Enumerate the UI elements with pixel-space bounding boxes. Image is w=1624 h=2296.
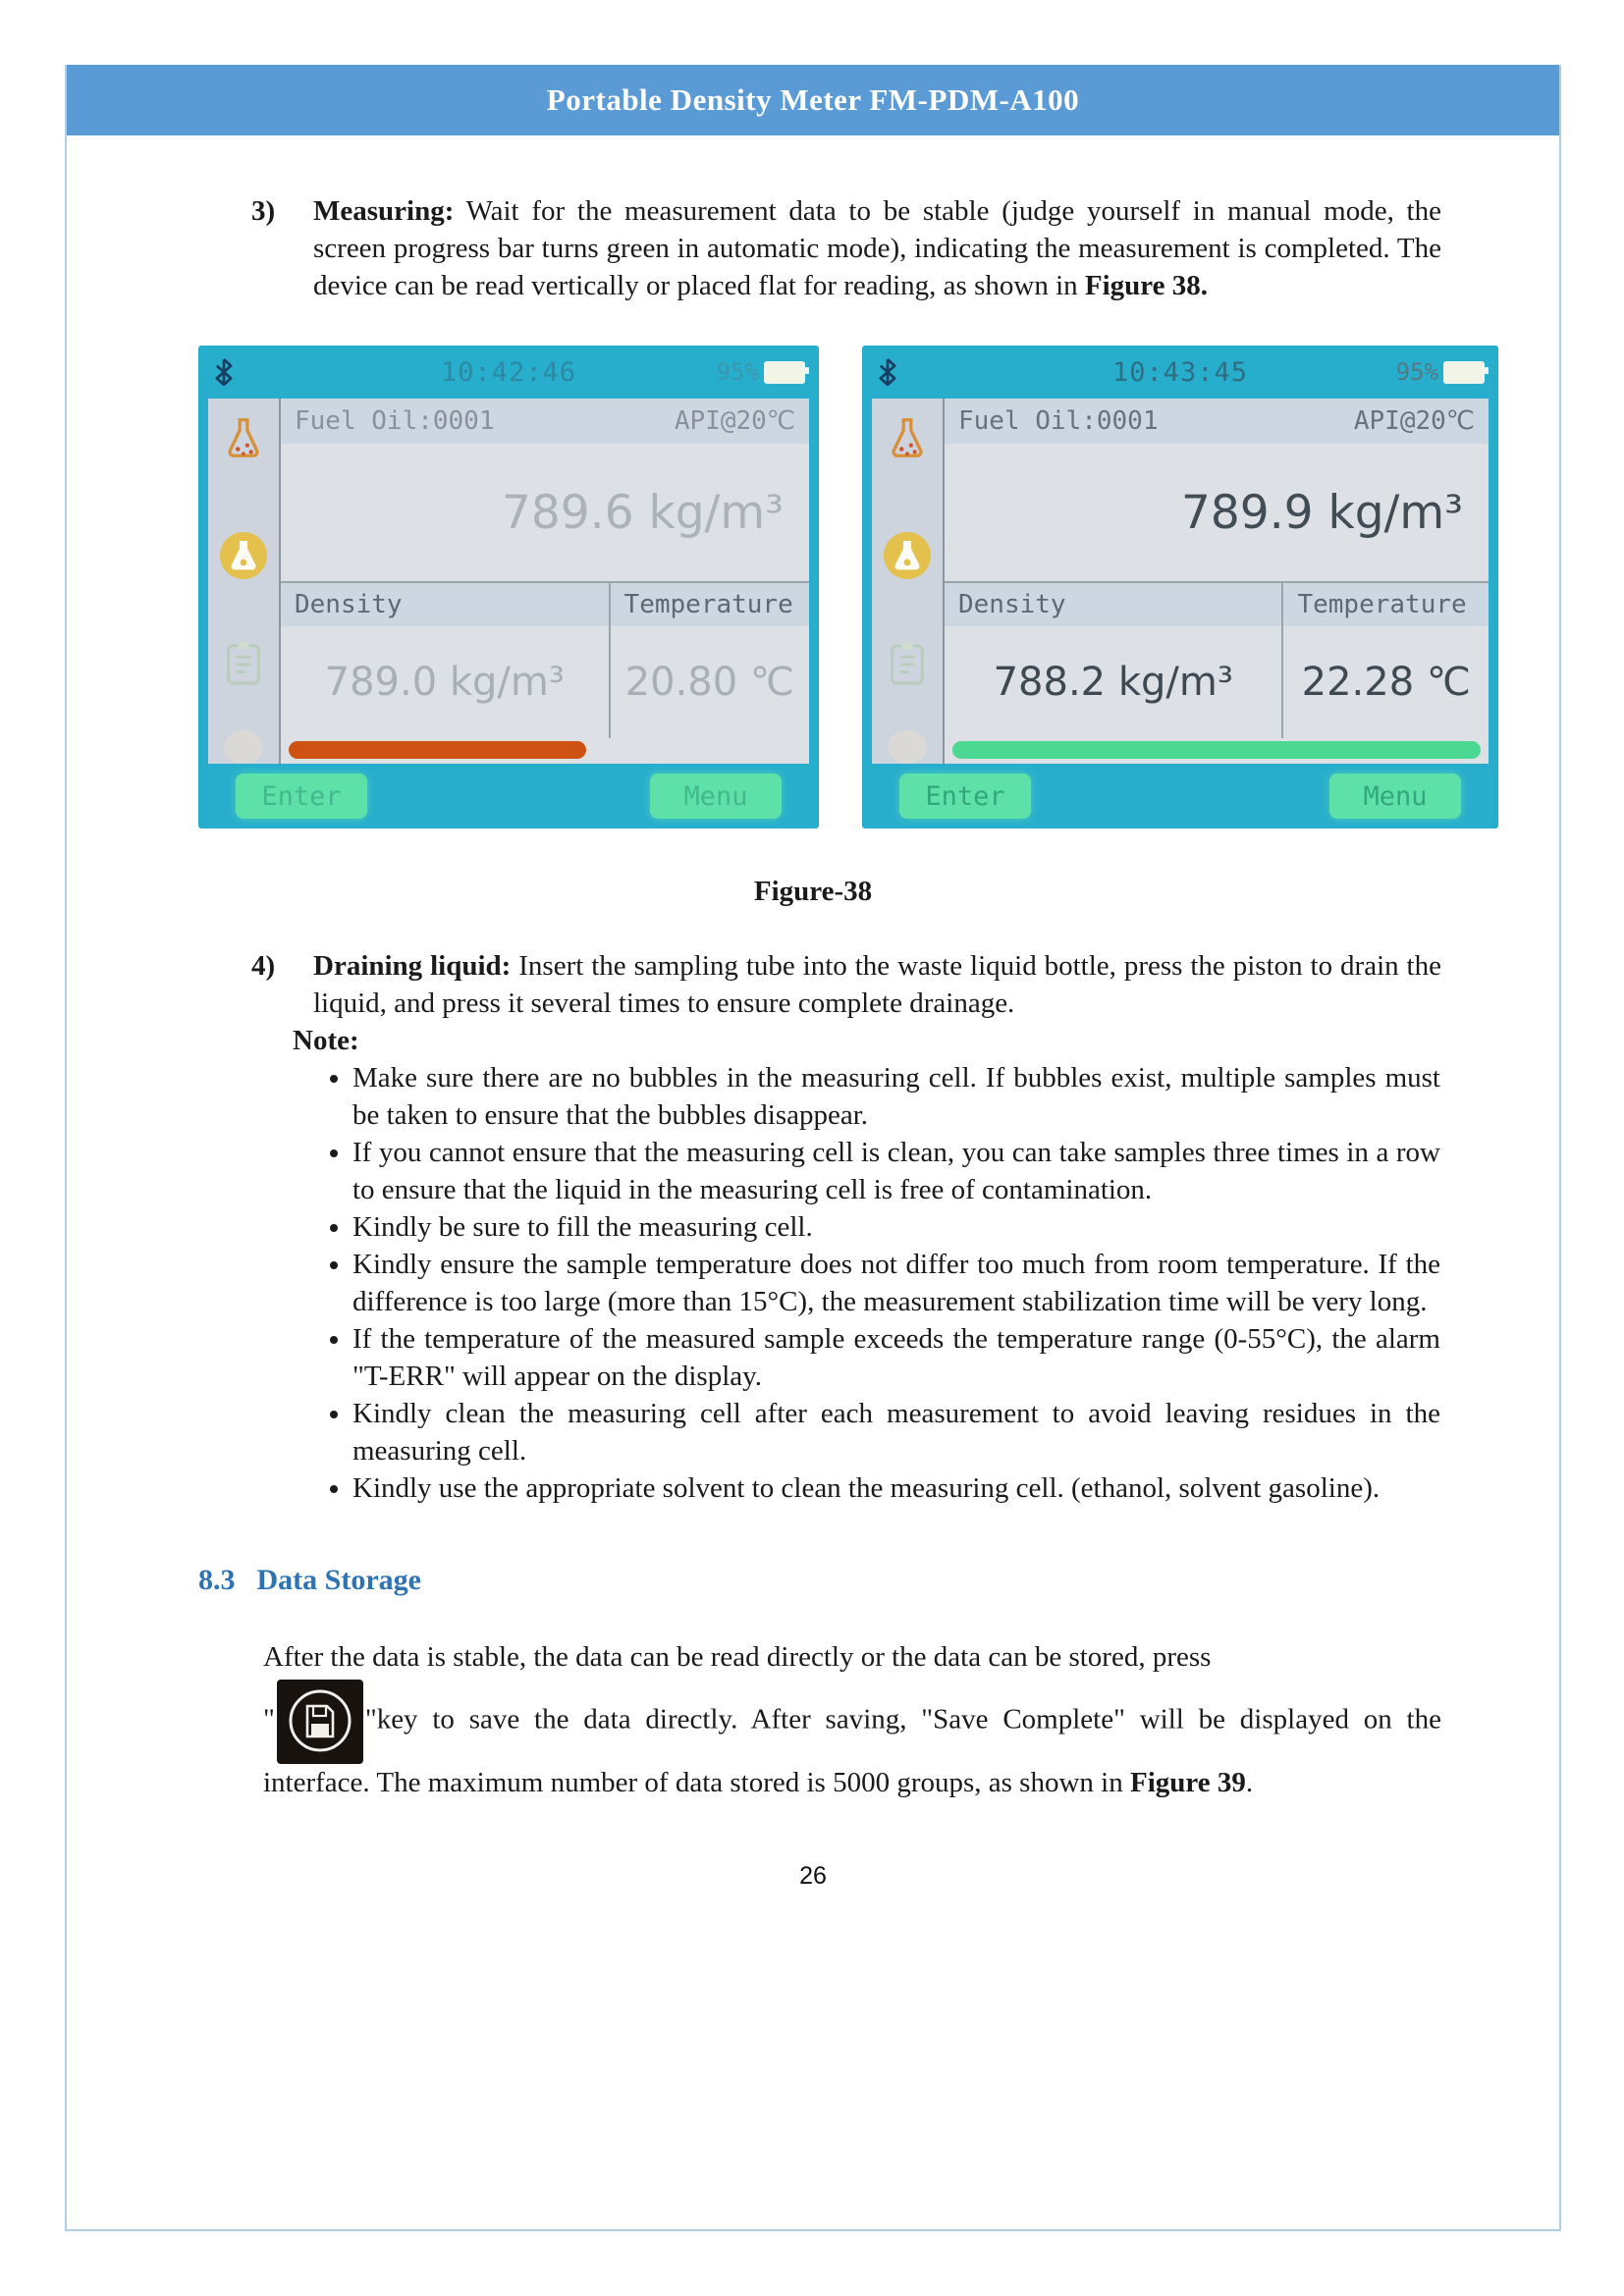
flask-measure-icon (885, 414, 930, 461)
section-heading-data-storage (198, 1564, 1559, 1597)
density-label: Density (945, 583, 1281, 626)
temperature-value: 20.80 ℃ (624, 660, 794, 705)
battery-icon (1443, 361, 1485, 384)
note-bullet: • Kindly ensure the sample temperature does not differ too much from room temperature. If the difference is too large (more than 15°C), the measurement stabilization time will be very long. (352, 1246, 1440, 1320)
note-bullet: • Kindly use the appropriate solvent to clean the measuring cell. (ethanol, solvent gasoline). (352, 1469, 1440, 1507)
temperature-label: Temperature (1283, 583, 1489, 626)
main-density-reading: 789.9 kg/m³ (945, 444, 1489, 583)
enter-button: Enter (236, 774, 367, 819)
density-label: Density (281, 583, 609, 626)
softkey-bar (198, 764, 819, 828)
temperature-label: Temperature (611, 583, 809, 626)
step-4-draining (251, 947, 1441, 1022)
density-value: 789.0 kg/m³ (324, 660, 565, 705)
records-icon (221, 638, 266, 687)
figure-38-images (198, 346, 1559, 828)
flask-sample-icon (218, 530, 269, 581)
note-bullet: • Kindly be sure to fill the measuring cell. (352, 1208, 1440, 1246)
device-sidebar (872, 399, 943, 764)
progress-bar (289, 741, 586, 759)
battery-icon (764, 361, 805, 384)
note-bullet-list (305, 1059, 1440, 1507)
records-icon (885, 638, 930, 687)
step-label: Draining liquid: (313, 950, 512, 982)
figure-38-caption: Figure-38 (753, 876, 873, 907)
document-title: Portable Density Meter FM-PDM-A100 (546, 82, 1080, 117)
step-text: Measuring: Wait for the measurement data to be stable (judge yourself in manual mode, the screen progress bar turns green in automatic mode), indicating the measurement is completed. The device can be read vertically or placed flat for reading, as shown in Figure 38. (313, 195, 1441, 301)
device-sidebar (208, 399, 279, 764)
unit-mode: API@20℃ (1353, 406, 1475, 436)
flask-measure-icon (221, 414, 266, 461)
page-frame (65, 65, 1561, 2231)
step-label: Measuring: (313, 195, 455, 227)
sample-name: Fuel Oil:0001 (958, 406, 1159, 436)
data-storage-paragraph-1: After the data is stable, the data can be read directly or the data can be stored, press (263, 1641, 1212, 1673)
step-text: Draining liquid: Insert the sampling tube into the waste liquid bottle, press the piston to drain the liquid, and press it several times to ensure complete drainage. (313, 950, 1441, 1019)
section-title: Data Storage (256, 1564, 421, 1596)
unit-mode: API@20℃ (674, 406, 795, 436)
note-bullet: • Make sure there are no bubbles in the measuring cell. If bubbles exist, multiple samples must be taken to ensure that the bubbles disappear. (352, 1059, 1440, 1134)
section-number: 8.3 (198, 1564, 236, 1596)
data-storage-paragraph-2: " "key to save the data directly. After saving, "Save Complete" will be displayed on the interface. The maximum number of data stored is 5000 groups, as shown in Figure 39. (263, 1680, 1441, 1801)
indicator-icon (888, 730, 927, 764)
enter-button: Enter (899, 774, 1031, 819)
temperature-value: 22.28 ℃ (1301, 660, 1471, 705)
flask-sample-icon (882, 530, 933, 581)
status-bar (198, 346, 819, 399)
density-value: 788.2 kg/m³ (993, 660, 1233, 705)
clock-readout: 10:43:45 (1111, 356, 1249, 388)
indicator-icon (224, 730, 263, 764)
step-number: 4) (251, 950, 276, 982)
step-3-measuring (251, 192, 1441, 304)
status-bar (862, 346, 1498, 399)
battery-percent: 95% (716, 358, 759, 386)
save-key-icon (277, 1680, 363, 1764)
page-number: 26 (799, 1862, 827, 1890)
main-density-reading: 789.6 kg/m³ (281, 444, 809, 583)
step-number: 3) (251, 195, 276, 227)
menu-button: Menu (650, 774, 782, 819)
menu-button: Menu (1329, 774, 1461, 819)
note-bullet: • Kindly clean the measuring cell after each measurement to avoid leaving residues in the measuring cell. (352, 1395, 1440, 1469)
figure-reference: Figure 38. (1084, 270, 1208, 301)
softkey-bar (862, 764, 1498, 828)
device-screenshot-left (198, 346, 819, 828)
device-screenshot-right (862, 346, 1498, 828)
note-bullet: • If you cannot ensure that the measuring cell is clean, you can take samples three times in a row to ensure that the liquid in the measuring cell is free of contamination. (352, 1134, 1440, 1208)
progress-bar (952, 741, 1481, 759)
battery-percent: 95% (1395, 358, 1438, 386)
document-header (67, 65, 1559, 135)
figure-reference: Figure 39 (1129, 1767, 1246, 1798)
note-label: Note: (293, 1025, 359, 1056)
note-bullet: • If the temperature of the measured sample exceeds the temperature range (0-55°C), the alarm "T-ERR" will appear on the display. (352, 1320, 1440, 1395)
clock-readout: 10:42:46 (440, 356, 577, 388)
sample-name: Fuel Oil:0001 (295, 406, 495, 436)
